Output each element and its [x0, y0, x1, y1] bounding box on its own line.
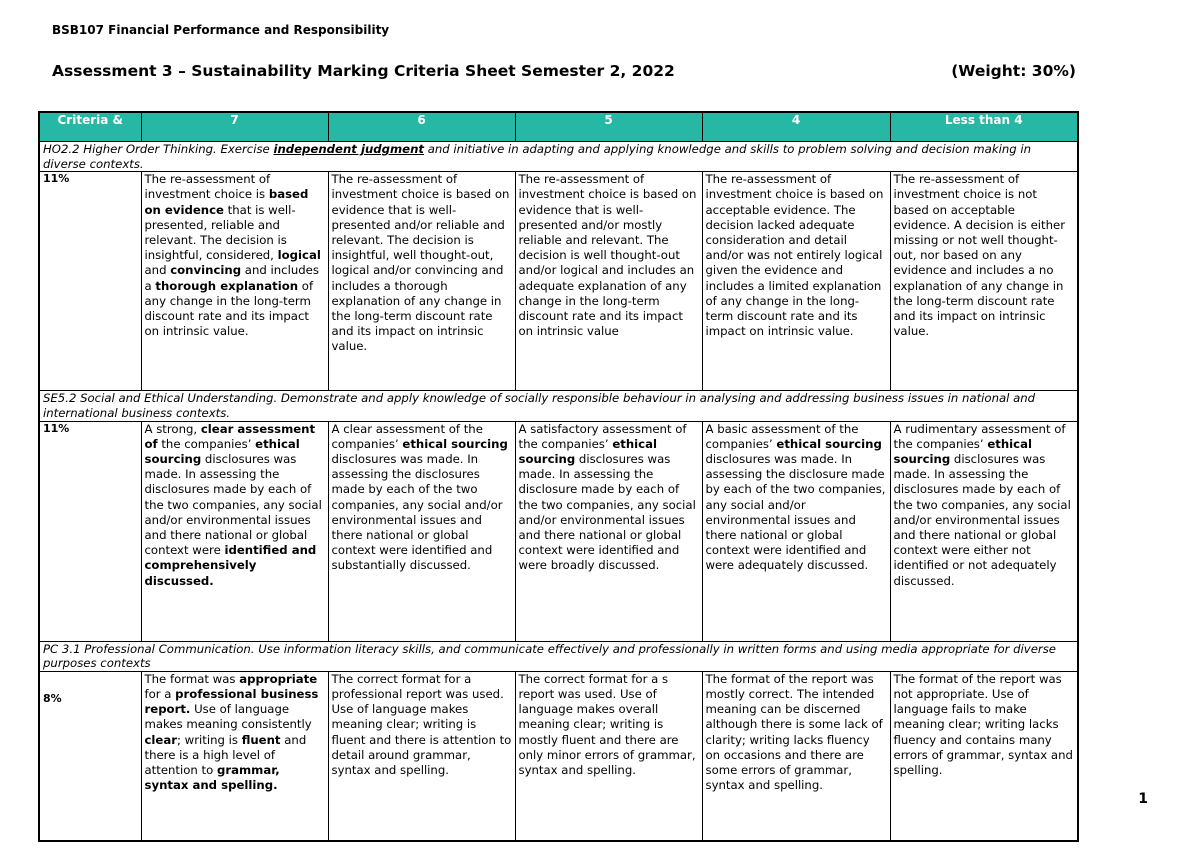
grade-descriptor-cell: [702, 671, 890, 841]
descriptor-emphasis: appropriate: [239, 671, 318, 686]
learning-outcome-label: PC 3.1 Professional Communication. Use information literacy skills, and communicate effectively and professionally in written forms and using media appropriate for diverse purposes contexts: [43, 641, 1056, 671]
column-header: 4: [702, 112, 890, 142]
grade-descriptor-cell: [141, 671, 328, 841]
column-header: 7: [141, 112, 328, 142]
descriptor-text: disclosures was made. In assessing the disclosures made by each of the two companies, any social and/or environmental issues and there national or global context were: [144, 451, 322, 558]
learning-outcome-text: [39, 641, 1078, 671]
descriptor-text: disclosures was made. In assessing the disclosures made by each of the two companies, any social and/or environmental issues and there national or global context were identified and substantially discussed.: [331, 451, 503, 573]
descriptor-emphasis: fluent: [241, 732, 281, 747]
descriptor-emphasis: ethical sourcing: [776, 436, 882, 451]
column-header: 6: [328, 112, 515, 142]
descriptor-text: The re-assessment of investment choice is based on acceptable evidence. The decision lacked adequate consideration and detail and/or was not entirely logical given the evidence and includes a limited explanation of any change in the long-term discount rate and its impact on intrinsic value.: [705, 172, 884, 339]
descriptor-text: A strong,: [144, 421, 201, 436]
descriptor-text: The correct format for a professional report was used. Use of language makes meaning clear; writing is fluent and there is attention to detail around grammar, syntax and spelling.: [331, 671, 512, 777]
learning-outcome-text: [39, 142, 1078, 172]
descriptor-text: A satisfactory assessment of the companies’: [518, 421, 687, 451]
marking-criteria-table: [38, 111, 1079, 842]
criteria-weight: 11%: [39, 421, 141, 641]
page-number: 1: [1138, 791, 1148, 807]
descriptor-emphasis: ethical sourcing: [402, 436, 508, 451]
criteria-weight: 8%: [39, 671, 141, 841]
descriptor-text: disclosures was made. In assessing the disclosure made by each of the two companies, any social and/or environmental issues and there national or global context were identified and were adequately discussed.: [705, 451, 886, 573]
descriptor-text: that is well-presented, reliable and relevant. The decision is insightful, considered,: [144, 202, 296, 263]
descriptor-text: A rudimentary assessment of the companies’: [893, 421, 1066, 451]
descriptor-emphasis: grammar, syntax and spelling.: [144, 762, 280, 793]
learning-outcome-row: [39, 142, 1078, 172]
descriptor-text: and there is a high level of attention to: [144, 732, 307, 777]
descriptor-emphasis: logical: [277, 248, 321, 263]
table-header-row: [39, 112, 1078, 142]
descriptor-emphasis: clear: [144, 732, 178, 747]
assessment-weight: (Weight: 30%): [951, 62, 1076, 80]
descriptor-emphasis: ethical sourcing: [518, 436, 657, 466]
page-title: Assessment 3 – Sustainability Marking Criteria Sheet Semester 2, 2022: [52, 62, 675, 80]
criteria-row: [39, 421, 1078, 641]
descriptor-emphasis: convincing: [170, 263, 242, 278]
descriptor-emphasis: ethical sourcing: [893, 436, 1032, 466]
descriptor-text: A basic assessment of the companies’: [705, 421, 859, 451]
descriptor-text: A clear assessment of the companies’: [331, 421, 483, 451]
descriptor-emphasis: identified and comprehensively discussed.: [144, 543, 317, 588]
grade-descriptor-cell: [890, 172, 1078, 391]
criteria-row: [39, 172, 1078, 391]
criteria-weight: 11%: [39, 172, 141, 391]
learning-outcome-label: SE5.2 Social and Ethical Understanding. Demonstrate and apply knowledge of socially responsible behaviour in analysing and addressing business issues in national and international business contexts.: [43, 391, 1036, 420]
grade-descriptor-cell: [141, 421, 328, 641]
grade-descriptor-cell: [515, 421, 702, 641]
descriptor-text: for a: [144, 686, 176, 701]
grade-descriptor-cell: [702, 172, 890, 391]
learning-outcome-text: [39, 391, 1078, 421]
descriptor-emphasis: professional business report.: [144, 686, 319, 717]
descriptor-emphasis: clear assessment of: [144, 421, 316, 451]
criteria-row: [39, 671, 1078, 841]
descriptor-text: The correct format for a s report was used. Use of language makes overall meaning clear; writing is mostly fluent and there are only minor errors of grammar, syntax and spelling.: [518, 671, 696, 777]
grade-descriptor-cell: [890, 671, 1078, 841]
learning-outcome-emphasis: independent judgment: [273, 142, 425, 156]
descriptor-text: The format of the report was mostly correct. The intended meaning can be discerned although there is some lack of clarity; writing lacks fluency on occasions and there are some errors of grammar, syntax and spelling.: [705, 671, 883, 793]
descriptor-text: disclosures was made. In assessing the disclosure made by each of the two companies, any social and/or environmental issues and there national or global context were identified and were broadly discussed.: [518, 451, 696, 573]
learning-outcome-continuation: and initiative in adapting and applying knowledge and skills to problem solving and decision making in diverse contexts.: [43, 142, 1032, 171]
descriptor-text: disclosures was made. In assessing the disclosures made by each of the two companies, any social and/or environmental issues and there national or global context were either not identified or not adequately discussed.: [893, 451, 1071, 588]
learning-outcome-row: [39, 641, 1078, 671]
descriptor-emphasis: ethical sourcing: [144, 436, 300, 466]
column-header: 5: [515, 112, 702, 142]
grade-descriptor-cell: [141, 172, 328, 391]
grade-descriptor-cell: [515, 172, 702, 391]
descriptor-text: and: [144, 263, 171, 278]
descriptor-text: The re-assessment of investment choice is based on evidence that is well-presented and/or reliable and relevant. The decision is insightful, well thought-out, logical and/or convincing and includes a thorough explanation of any change in the long-term discount rate and its impact on intrinsic value.: [331, 172, 510, 354]
descriptor-emphasis: based on evidence: [144, 187, 309, 217]
descriptor-text: and includes a: [144, 263, 319, 293]
descriptor-text: The re-assessment of investment choice is based on evidence that is well-presented and/or mostly reliable and relevant. The decision is well thought-out and/or logical and includes an adequate explanation of any change in the long-term discount rate and its impact on intrinsic value: [518, 172, 697, 339]
descriptor-text: Use of language makes meaning consistently: [144, 702, 312, 732]
course-title: BSB107 Financial Performance and Responsibility: [52, 23, 390, 37]
descriptor-text: ; writing is: [177, 732, 242, 747]
descriptor-emphasis: thorough explanation: [155, 278, 299, 293]
descriptor-text: The format was: [144, 671, 240, 686]
learning-outcome-label: HO2.2 Higher Order Thinking. Exercise: [43, 142, 274, 156]
grade-descriptor-cell: [328, 172, 515, 391]
grade-descriptor-cell: [702, 421, 890, 641]
grade-descriptor-cell: [890, 421, 1078, 641]
descriptor-text: The format of the report was not appropriate. Use of language fails to make meaning clear; writing lacks fluency and contains many errors of grammar, syntax and spelling.: [893, 671, 1073, 777]
grade-descriptor-cell: [328, 421, 515, 641]
column-header: Criteria &: [39, 112, 141, 142]
descriptor-text: the companies’: [157, 436, 256, 451]
descriptor-text: The re-assessment of investment choice is not based on acceptable evidence. A decision is either missing or not well thought-out, nor based on any evidence and includes a no explanation of any change in the long-term discount rate and its impact on intrinsic value.: [893, 172, 1065, 339]
grade-descriptor-cell: [515, 671, 702, 841]
descriptor-text: The re-assessment of investment choice is: [144, 172, 271, 202]
grade-descriptor-cell: [328, 671, 515, 841]
column-header: Less than 4: [890, 112, 1078, 142]
learning-outcome-row: [39, 391, 1078, 421]
descriptor-text: of any change in the long-term discount rate and its impact on intrinsic value.: [144, 278, 314, 339]
